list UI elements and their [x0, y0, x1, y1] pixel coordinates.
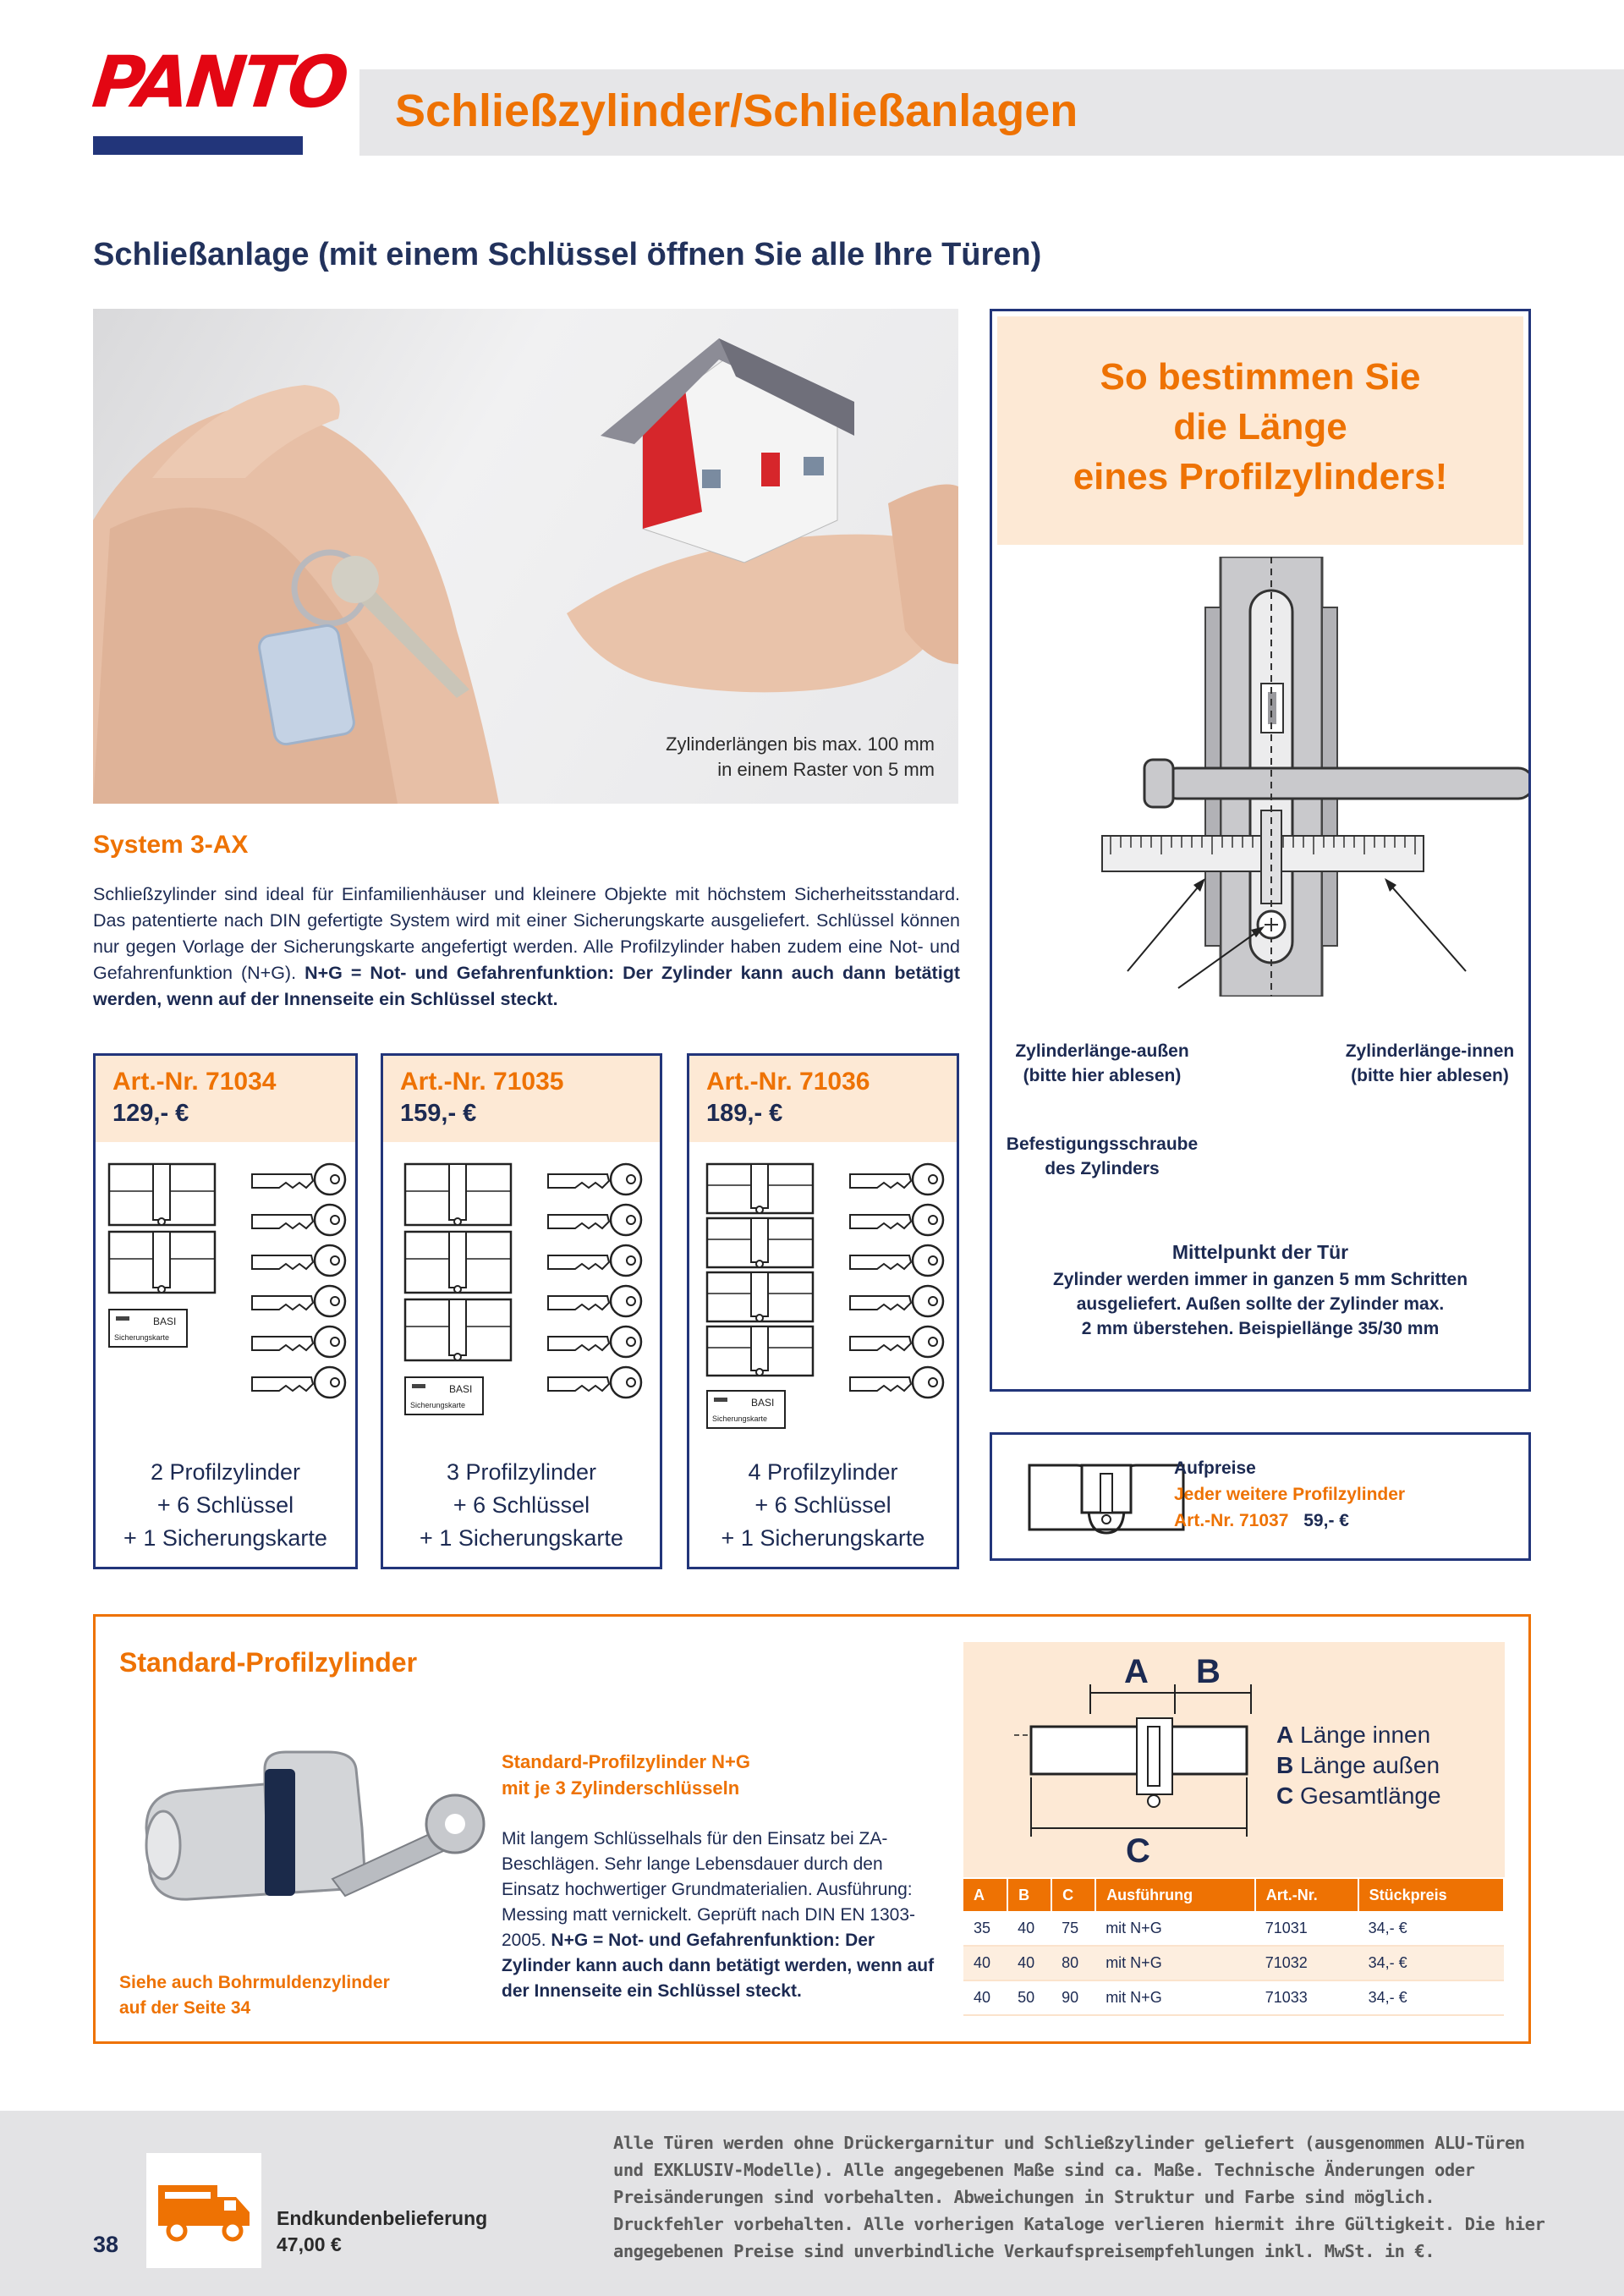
brand-name: PANTO	[88, 41, 350, 124]
desc-line: + 1 Sicherungskarte	[420, 1525, 623, 1551]
key-icon	[252, 1286, 345, 1316]
see-also-page: auf der Seite 34	[119, 1998, 251, 2018]
dimension-legend	[1276, 1720, 1441, 1811]
card-header	[96, 1056, 355, 1142]
cylinders-keys-illustration	[702, 1157, 947, 1436]
table-header: B	[1007, 1879, 1051, 1911]
table-cell: 71033	[1255, 1980, 1358, 2015]
article-number: Art.-Nr. 71034	[112, 1068, 277, 1096]
dim-label-a: A	[1124, 1653, 1149, 1690]
label-line: Zylinderlänge-außen	[1015, 1041, 1189, 1061]
card-header	[689, 1056, 957, 1142]
surcharge-price: 59,- €	[1303, 1511, 1349, 1530]
security-card-icon	[109, 1310, 187, 1347]
length-guide-box	[990, 309, 1531, 1392]
article-number: Art.-Nr. 71036	[706, 1068, 870, 1096]
key-icon	[850, 1367, 943, 1398]
card-karte-text: Sicherungskarte	[410, 1401, 466, 1409]
key-icon	[850, 1245, 943, 1276]
table-row	[963, 1946, 1504, 1980]
desc-line: 2 Profilzylinder	[150, 1459, 301, 1485]
table-cell: 40	[963, 1980, 1007, 2015]
legend-text: Länge außen	[1300, 1752, 1440, 1778]
caption-line: Zylinderlängen bis max. 100 mm	[666, 733, 935, 755]
table-cell: 34,- €	[1358, 1980, 1504, 2015]
card-karte-text: Sicherungskarte	[712, 1414, 768, 1423]
photo-illustration	[93, 309, 958, 804]
page-number: 38	[93, 2232, 119, 2257]
see-also-text: Siehe auch	[119, 1973, 218, 1992]
legend-key: B	[1276, 1752, 1294, 1778]
label-line: Zylinderlänge-innen	[1345, 1041, 1515, 1061]
table-header-row	[963, 1879, 1504, 1911]
system-description	[93, 882, 960, 1013]
table-cell: 40	[963, 1946, 1007, 1980]
key-icon	[850, 1205, 943, 1235]
door-center-title: Mittelpunkt der Tür	[1171, 1241, 1349, 1263]
card-description	[96, 1456, 355, 1555]
key-icon	[548, 1164, 641, 1195]
cylinder-icon	[109, 1232, 215, 1293]
card-description	[689, 1456, 957, 1555]
cylinder-icon	[707, 1164, 813, 1213]
article-number: Art.-Nr. 71035	[400, 1068, 564, 1096]
cylinder-icon	[707, 1272, 813, 1321]
caption-line: in einem Raster von 5 mm	[717, 759, 935, 780]
label-line: (bitte hier ablesen)	[1023, 1066, 1182, 1085]
table-cell: 71032	[1255, 1946, 1358, 1980]
table-cell: 75	[1051, 1911, 1095, 1946]
key-icon	[252, 1367, 345, 1398]
price: 129,- €	[112, 1100, 189, 1127]
table-cell: 90	[1051, 1980, 1095, 2015]
delivery-info	[277, 2205, 487, 2258]
cylinders-keys-illustration	[400, 1157, 645, 1436]
product-card-71035[interactable]	[381, 1053, 662, 1569]
card-basi-text: BASI	[751, 1397, 775, 1409]
product-card-71036[interactable]	[687, 1053, 959, 1569]
standard-subtitle	[502, 1749, 750, 1801]
card-karte-text: Sicherungskarte	[114, 1333, 170, 1342]
delivery-truck-icon	[146, 2153, 261, 2268]
table-header: Art.-Nr.	[1255, 1879, 1358, 1911]
guide-title-line: eines Profilzylinders!	[1073, 456, 1448, 497]
key-icon	[548, 1367, 641, 1398]
card-basi-text: BASI	[153, 1316, 177, 1327]
see-also-link[interactable]: Bohrmuldenzylinder	[217, 1973, 390, 1992]
legal-note: Alle Türen werden ohne Drückergarnitur und Schließzylinder geliefert (ausgenommen ALU-Türen und EXKLUSIV-Modelle). Alle angegebenen Maße sind ca. Maße. Technische Änderungen oder Preisänderungen sind vorbehalten. Abweichungen in Struktur und Farbe sind möglich. Druckfehler vorbehalten. Alle vorherigen Kataloge verlieren hiermit ihre Gültigkeit. Die hier angegebenen Preise sind unverbindliche Verkaufspreisempfehlungen inkl. MwSt. in €.	[613, 2133, 1545, 2261]
desc-line: 3 Profilzylinder	[446, 1459, 597, 1485]
key-icon	[252, 1164, 345, 1195]
standard-description	[502, 1826, 941, 2004]
photo-caption	[666, 732, 935, 783]
door-cylinder-diagram	[992, 557, 1528, 997]
system-bold-text: N+G = Not- und Gefahrenfunktion: Der Zylinder kann auch dann betätigt werden, wenn auf der Innenseite ein Schlüssel steckt.	[93, 963, 960, 1009]
label-line: Befestigungsschraube	[1006, 1134, 1199, 1154]
key-icon	[548, 1205, 641, 1235]
cylinder-icon	[405, 1164, 511, 1225]
cylinder-icon	[707, 1218, 813, 1267]
price: 159,- €	[400, 1100, 477, 1127]
dim-label-c: C	[1126, 1832, 1150, 1870]
card-description	[383, 1456, 660, 1555]
standard-title: Standard-Profilzylinder	[119, 1647, 418, 1678]
table-cell: 50	[1007, 1980, 1051, 2015]
guide-title-line: die Länge	[1173, 406, 1347, 448]
guide-title-line: So bestimmen Sie	[1100, 356, 1421, 398]
dimension-panel	[963, 1642, 1505, 1877]
table-header: Stückpreis	[1358, 1879, 1504, 1911]
table-cell: 71031	[1255, 1911, 1358, 1946]
cylinder-icon	[1026, 1462, 1187, 1538]
hands-house-photo	[93, 309, 958, 804]
desc-line: + 1 Sicherungskarte	[721, 1525, 925, 1551]
surcharge-box	[990, 1432, 1531, 1561]
card-header	[383, 1056, 660, 1142]
product-card-71034[interactable]	[93, 1053, 358, 1569]
table-cell: 35	[963, 1911, 1007, 1946]
legend-key: C	[1276, 1782, 1294, 1809]
key-icon	[252, 1245, 345, 1276]
table-cell: mit N+G	[1095, 1911, 1255, 1946]
page-title: Schließzylinder/Schließanlagen	[395, 85, 1078, 136]
desc-line: + 6 Schlüssel	[754, 1492, 892, 1518]
table-cell: 40	[1007, 1946, 1051, 1980]
key-icon	[252, 1205, 345, 1235]
center-line: ausgeliefert. Außen sollte der Zylinder max.	[1076, 1294, 1445, 1314]
guide-header	[997, 316, 1523, 545]
price: 189,- €	[706, 1100, 783, 1127]
key-icon	[850, 1164, 943, 1195]
table-header: Ausführung	[1095, 1879, 1255, 1911]
standard-cylinder-section	[93, 1614, 1531, 2044]
key-icon	[850, 1286, 943, 1316]
surcharge-title: Aufpreise	[1174, 1458, 1256, 1478]
subtitle-line: Standard-Profilzylinder N+G	[502, 1751, 750, 1772]
cylinder-icon	[405, 1232, 511, 1293]
key-icon	[548, 1245, 641, 1276]
table-header: C	[1051, 1879, 1095, 1911]
key-icon	[548, 1286, 641, 1316]
label-inner-length	[1326, 1039, 1533, 1088]
page-footer	[0, 2111, 1624, 2296]
legend-text: Länge innen	[1300, 1722, 1431, 1748]
key-icon	[850, 1327, 943, 1357]
table-cell: 34,- €	[1358, 1911, 1504, 1946]
price-table	[963, 1879, 1505, 2016]
subtitle-line: mit je 3 Zylinderschlüsseln	[502, 1777, 740, 1799]
label-outer-length	[996, 1039, 1208, 1088]
system-text: Schließzylinder sind ideal für Einfamilienhäuser und kleinere Objekte mit höchstem Sicherheitsstandard. Das patentierte nach DIN gefertigte System wird mit einer Sicherungskarte ausgeliefert. Schlüssel können nur gegen Vorlage der Sicherungskarte angefertigt werden. Alle Profilzylinder haben zudem eine Not- und Gefahrenfunktion (N+G).	[93, 884, 960, 983]
standard-text: Mit langem Schlüsselhals für den Einsatz bei ZA-Beschlägen. Sehr lange Lebensdauer durch den Einsatz hochwertiger Grundmaterialien. Ausführung: Messing matt vernickelt. Geprüft nach DIN EN 1303-2005.	[502, 1829, 916, 1950]
door-center-text	[992, 1267, 1528, 1341]
standard-bold-text: N+G = Not- und Gefahrenfunktion: Der Zylinder kann auch dann betätigt werden, wenn auf der Innenseite ein Schlüssel steckt.	[502, 1931, 935, 2001]
delivery-label: Endkundenbelieferung	[277, 2207, 488, 2229]
table-row	[963, 1980, 1504, 2015]
cylinders-keys-illustration	[104, 1157, 349, 1436]
center-line: Zylinder werden immer in ganzen 5 mm Schritten	[1052, 1270, 1468, 1289]
table-header: A	[963, 1879, 1007, 1911]
page-title-band	[359, 69, 1624, 156]
table-row	[963, 1911, 1504, 1946]
cylinder-icon	[109, 1164, 215, 1225]
cylinder-icon	[707, 1327, 813, 1376]
key-icon	[548, 1327, 641, 1357]
desc-line: + 6 Schlüssel	[156, 1492, 294, 1518]
standard-cylinder-photo	[138, 1718, 493, 1955]
label-line: (bitte hier ablesen)	[1351, 1066, 1509, 1085]
legend-key: A	[1276, 1722, 1294, 1748]
table-cell: 40	[1007, 1911, 1051, 1946]
logo-underline	[93, 136, 303, 155]
card-basi-text: BASI	[449, 1383, 473, 1395]
desc-line: 4 Profilzylinder	[748, 1459, 898, 1485]
center-line: 2 mm überstehen. Beispiellänge 35/30 mm	[1081, 1319, 1440, 1338]
desc-line: + 1 Sicherungskarte	[123, 1525, 327, 1551]
panto-logo	[88, 41, 350, 157]
system-title: System 3-AX	[93, 831, 249, 859]
dim-label-b: B	[1196, 1653, 1221, 1690]
table-cell: 80	[1051, 1946, 1095, 1980]
key-icon	[252, 1327, 345, 1357]
surcharge-line: Jeder weitere Profilzylinder	[1174, 1485, 1406, 1504]
table-cell: 34,- €	[1358, 1946, 1504, 1980]
security-card-icon	[405, 1377, 483, 1414]
legend-text: Gesamtlänge	[1300, 1782, 1441, 1809]
surcharge-text	[1174, 1455, 1405, 1534]
delivery-price: 47,00 €	[277, 2233, 342, 2255]
table-cell: mit N+G	[1095, 1946, 1255, 1980]
security-card-icon	[707, 1391, 785, 1428]
dimension-diagram	[997, 1651, 1276, 1870]
desc-line: + 6 Schlüssel	[453, 1492, 590, 1518]
see-also-note[interactable]	[119, 1970, 390, 2021]
guide-title	[997, 352, 1523, 502]
label-fixing-screw	[996, 1132, 1208, 1181]
table-cell: mit N+G	[1095, 1980, 1255, 2015]
label-line: des Zylinders	[1045, 1159, 1160, 1178]
cylinder-icon	[405, 1299, 511, 1360]
section-heading: Schließanlage (mit einem Schlüssel öffnen Sie alle Ihre Türen)	[93, 237, 1042, 272]
surcharge-article: Art.-Nr. 71037	[1174, 1511, 1289, 1530]
